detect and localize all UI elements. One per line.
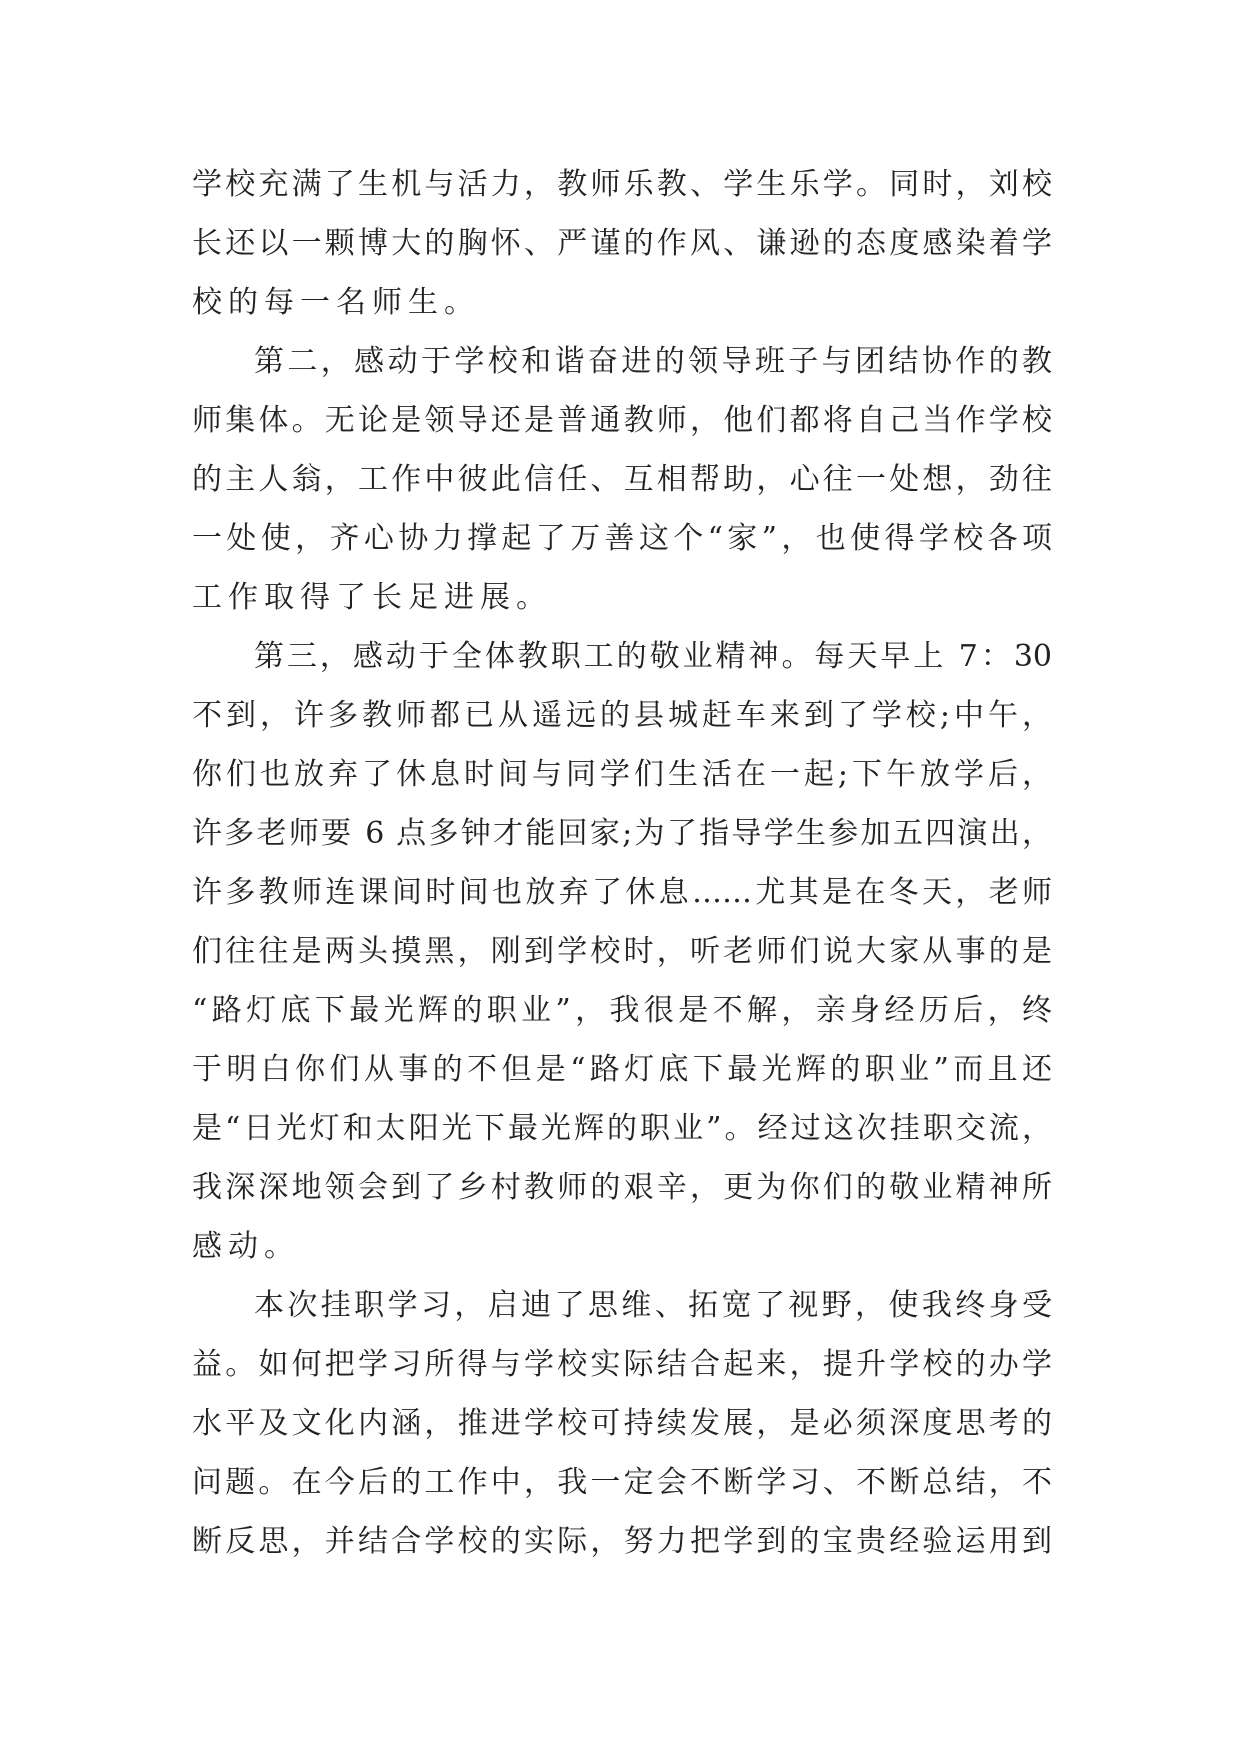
text-line: 师集体。无论是领导还是普通教师，他们都将自己当作学校 <box>192 403 1052 438</box>
text-line: 于明白你们从事的不但是“路灯底下最光辉的职业”而且还 <box>192 1052 1052 1087</box>
text-line: 水平及文化内涵，推进学校可持续发展，是必须深度思考的 <box>192 1406 1052 1441</box>
text-line: 你们也放弃了休息时间与同学们生活在一起;下午放学后， <box>192 757 1052 792</box>
text-line: 断反思，并结合学校的实际，努力把学到的宝贵经验运用到 <box>192 1524 1052 1559</box>
text-line: 不到，许多教师都已从遥远的县城赶车来到了学校;中午， <box>192 698 1052 733</box>
text-line: 们往往是两头摸黑，刚到学校时，听老师们说大家从事的是 <box>192 934 1052 969</box>
text-line: 学校充满了生机与活力，教师乐教、学生乐学。同时，刘校 <box>192 167 1052 202</box>
text-line: “路灯底下最光辉的职业”，我很是不解，亲身经历后，终 <box>192 993 1052 1028</box>
text-line: 益。如何把学习所得与学校实际结合起来，提升学校的办学 <box>192 1347 1052 1382</box>
text-line: 我深深地领会到了乡村教师的艰辛，更为你们的敬业精神所 <box>192 1170 1052 1205</box>
document-body <box>192 155 1052 1571</box>
text-line: 工作取得了长足进展。 <box>192 580 552 615</box>
text-line: 的主人翁，工作中彼此信任、互相帮助，心往一处想，劲往 <box>192 462 1052 497</box>
text-line: 是“日光灯和太阳光下最光辉的职业”。经过这次挂职交流， <box>192 1111 1052 1146</box>
text-line: 校的每一名师生。 <box>192 285 480 320</box>
text-line: 第二，感动于学校和谐奋进的领导班子与团结协作的教 <box>254 344 1052 379</box>
text-line: 第三，感动于全体教职工的敬业精神。每天早上 7：30 <box>254 639 1052 674</box>
text-line: 长还以一颗博大的胸怀、严谨的作风、谦逊的态度感染着学 <box>192 226 1052 261</box>
text-line: 问题。在今后的工作中，我一定会不断学习、不断总结，不 <box>192 1465 1052 1500</box>
text-line: 许多教师连课间时间也放弃了休息……尤其是在冬天，老师 <box>192 875 1052 910</box>
text-line: 许多老师要 6 点多钟才能回家;为了指导学生参加五四演出， <box>192 816 1052 851</box>
text-line: 一处使，齐心协力撑起了万善这个“家”，也使得学校各项 <box>192 521 1052 556</box>
text-line: 感动。 <box>192 1229 300 1264</box>
text-line: 本次挂职学习，启迪了思维、拓宽了视野，使我终身受 <box>254 1288 1052 1323</box>
